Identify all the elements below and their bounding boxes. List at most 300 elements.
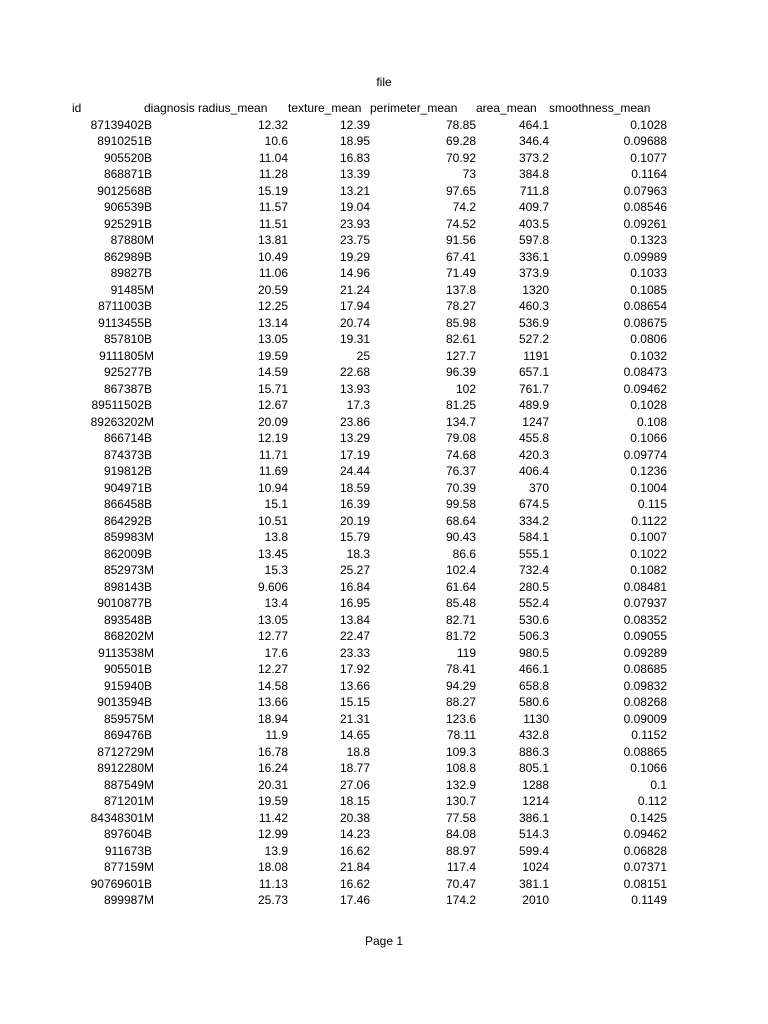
cell-perimeter-mean: 117.4 — [446, 860, 476, 874]
cell-perimeter-mean: 96.39 — [445, 365, 476, 379]
cell-perimeter-mean: 137.8 — [445, 282, 476, 297]
cell-id: 89511502 — [91, 398, 144, 412]
cell-smoothness-mean: 0.1152 — [631, 728, 667, 742]
cell-smoothness-mean: 0.1085 — [630, 282, 667, 297]
cell-area-mean: 381.1 — [518, 876, 549, 891]
cell-texture-mean: 16.62 — [339, 843, 370, 858]
cell-radius-mean: 11.13 — [258, 876, 288, 891]
cell-id: 866458 — [103, 497, 144, 511]
cell-smoothness-mean: 0.1082 — [630, 563, 667, 577]
cell-smoothness-mean: 0.09688 — [623, 134, 667, 148]
cell-smoothness-mean: 0.1149 — [631, 893, 667, 907]
cell-smoothness-mean: 0.1425 — [630, 810, 667, 825]
cell-area-mean: 506.3 — [518, 629, 549, 643]
page-header-title: file — [376, 75, 392, 89]
cell-diagnosis: M — [144, 711, 154, 726]
cell-perimeter-mean: 132.9 — [445, 777, 476, 792]
cell-diagnosis: B — [144, 249, 153, 264]
cell-smoothness-mean: 0.0806 — [630, 332, 667, 346]
cell-diagnosis: B — [144, 216, 153, 231]
cell-smoothness-mean: 0.108 — [636, 414, 667, 429]
table-row — [72, 381, 667, 398]
cell-smoothness-mean: 0.1007 — [630, 530, 667, 544]
cell-area-mean: 384.8 — [518, 167, 549, 181]
cell-diagnosis: B — [144, 266, 153, 280]
cell-radius-mean: 25.73 — [257, 893, 288, 907]
cell-radius-mean: 16.78 — [257, 744, 288, 759]
cell-radius-mean: 11.71 — [258, 447, 288, 462]
cell-smoothness-mean: 0.09261 — [623, 216, 667, 231]
cell-radius-mean: 20.09 — [257, 414, 288, 429]
cell-area-mean: 536.9 — [518, 315, 549, 330]
cell-smoothness-mean: 0.08481 — [623, 579, 667, 594]
table-row — [72, 480, 667, 497]
cell-id: 91485 — [110, 282, 144, 297]
cell-perimeter-mean: 74.2 — [452, 200, 476, 214]
cell-perimeter-mean: 84.08 — [445, 827, 476, 841]
cell-perimeter-mean: 67.41 — [445, 249, 476, 264]
cell-smoothness-mean: 0.06828 — [623, 843, 667, 858]
cell-area-mean: 1320 — [522, 282, 549, 297]
cell-radius-mean: 11.51 — [258, 216, 288, 231]
table-row — [72, 678, 667, 695]
cell-diagnosis: B — [144, 332, 153, 346]
cell-diagnosis: B — [144, 464, 153, 478]
cell-diagnosis: B — [144, 431, 153, 445]
cell-texture-mean: 21.31 — [339, 711, 370, 726]
cell-smoothness-mean: 0.1066 — [630, 761, 667, 775]
table-row — [72, 133, 667, 150]
cell-diagnosis: B — [144, 150, 153, 165]
cell-area-mean: 1288 — [522, 777, 549, 792]
column-header-diagnosis: diagnosis — [144, 101, 195, 115]
cell-texture-mean: 20.38 — [339, 810, 370, 825]
cell-id: 8910251 — [97, 134, 144, 148]
cell-texture-mean: 19.31 — [339, 332, 370, 346]
cell-area-mean: 555.1 — [518, 546, 549, 561]
cell-area-mean: 530.6 — [518, 612, 549, 627]
cell-diagnosis: M — [144, 282, 154, 297]
cell-area-mean: 334.2 — [518, 513, 549, 528]
cell-smoothness-mean: 0.1028 — [630, 117, 667, 132]
table-row — [72, 529, 667, 546]
table-row — [72, 265, 667, 282]
cell-radius-mean: 11.04 — [258, 150, 288, 165]
cell-smoothness-mean: 0.09832 — [623, 678, 667, 693]
table-row — [72, 876, 667, 893]
table-row — [72, 166, 667, 183]
cell-perimeter-mean: 71.49 — [445, 266, 476, 280]
cell-perimeter-mean: 70.92 — [445, 150, 476, 165]
cell-area-mean: 1214 — [522, 794, 549, 808]
column-header-id: id — [72, 101, 82, 115]
cell-radius-mean: 13.14 — [257, 315, 288, 330]
cell-diagnosis: B — [144, 662, 153, 676]
cell-area-mean: 732.4 — [518, 563, 549, 577]
cell-radius-mean: 16.24 — [257, 761, 288, 775]
cell-id: 90769601 — [90, 876, 144, 891]
column-header-smoothness-mean: smoothness_mean — [549, 101, 651, 115]
table-row — [72, 414, 667, 431]
cell-id: 904971 — [103, 480, 144, 495]
cell-diagnosis: M — [144, 860, 154, 874]
cell-id: 925291 — [103, 216, 144, 231]
cell-id: 9113538 — [98, 645, 144, 660]
cell-texture-mean: 19.04 — [339, 200, 370, 214]
cell-id: 869476 — [103, 728, 144, 742]
cell-radius-mean: 13.9 — [264, 843, 288, 858]
cell-smoothness-mean: 0.115 — [637, 497, 667, 511]
cell-smoothness-mean: 0.1022 — [630, 546, 667, 561]
table-row — [72, 463, 667, 480]
cell-id: 898143 — [103, 579, 144, 594]
cell-id: 925277 — [103, 365, 144, 379]
table-row — [72, 562, 667, 579]
table-row — [72, 645, 667, 662]
cell-id: 906539 — [103, 200, 144, 214]
cell-smoothness-mean: 0.08268 — [623, 695, 667, 709]
cell-texture-mean: 16.62 — [339, 876, 370, 891]
cell-radius-mean: 11.9 — [265, 728, 288, 742]
cell-perimeter-mean: 77.58 — [445, 810, 476, 825]
cell-area-mean: 373.2 — [518, 150, 549, 165]
cell-area-mean: 464.1 — [518, 117, 549, 132]
cell-area-mean: 886.3 — [518, 744, 549, 759]
cell-texture-mean: 13.84 — [339, 612, 370, 627]
cell-area-mean: 552.4 — [518, 596, 549, 610]
cell-radius-mean: 11.06 — [258, 266, 288, 280]
cell-radius-mean: 12.19 — [257, 431, 288, 445]
cell-perimeter-mean: 73 — [462, 167, 476, 181]
cell-perimeter-mean: 174.2 — [445, 893, 476, 907]
cell-perimeter-mean: 78.41 — [445, 662, 476, 676]
cell-texture-mean: 23.86 — [339, 414, 370, 429]
cell-radius-mean: 20.31 — [257, 777, 288, 792]
cell-radius-mean: 11.42 — [258, 810, 288, 825]
cell-perimeter-mean: 119 — [456, 645, 476, 660]
cell-diagnosis: B — [144, 117, 153, 132]
table-row — [72, 826, 667, 843]
cell-perimeter-mean: 97.65 — [445, 183, 476, 198]
cell-id: 868202 — [103, 629, 144, 643]
cell-diagnosis: M — [144, 414, 154, 429]
cell-id: 867387 — [103, 381, 144, 396]
cell-smoothness-mean: 0.1323 — [630, 233, 667, 247]
cell-perimeter-mean: 91.56 — [445, 233, 476, 247]
cell-smoothness-mean: 0.08473 — [623, 365, 667, 379]
cell-smoothness-mean: 0.1164 — [631, 167, 667, 181]
cell-diagnosis: B — [144, 381, 153, 396]
cell-texture-mean: 25 — [356, 348, 370, 363]
cell-diagnosis: M — [144, 893, 154, 907]
cell-smoothness-mean: 0.09462 — [623, 381, 667, 396]
cell-smoothness-mean: 0.07371 — [623, 860, 667, 874]
cell-diagnosis: M — [144, 794, 154, 808]
cell-diagnosis: M — [144, 563, 154, 577]
cell-id: 852973 — [103, 563, 144, 577]
table-row — [72, 760, 667, 777]
cell-texture-mean: 21.84 — [339, 860, 370, 874]
cell-smoothness-mean: 0.09462 — [623, 827, 667, 841]
cell-radius-mean: 19.59 — [257, 348, 288, 363]
cell-area-mean: 466.1 — [518, 662, 549, 676]
cell-id: 887549 — [103, 777, 144, 792]
cell-radius-mean: 12.99 — [257, 827, 288, 841]
cell-radius-mean: 11.69 — [258, 464, 288, 478]
cell-diagnosis: B — [144, 728, 153, 742]
cell-perimeter-mean: 81.72 — [445, 629, 476, 643]
cell-smoothness-mean: 0.1028 — [630, 398, 667, 412]
cell-radius-mean: 12.27 — [257, 662, 288, 676]
table-row — [72, 892, 667, 909]
cell-texture-mean: 17.3 — [346, 398, 370, 412]
cell-id: 9113455 — [98, 315, 144, 330]
cell-smoothness-mean: 0.07963 — [623, 183, 667, 198]
table-row — [72, 348, 667, 365]
cell-perimeter-mean: 70.39 — [445, 480, 476, 495]
table-row — [72, 810, 667, 827]
cell-id: 859983 — [103, 530, 144, 544]
cell-texture-mean: 20.19 — [339, 513, 370, 528]
column-header-texture-mean: texture_mean — [288, 101, 362, 115]
cell-texture-mean: 21.24 — [339, 282, 370, 297]
cell-diagnosis: M — [144, 645, 154, 660]
cell-perimeter-mean: 86.6 — [452, 546, 476, 561]
cell-diagnosis: B — [144, 513, 153, 528]
cell-diagnosis: M — [144, 744, 154, 759]
cell-id: 9013594 — [97, 695, 144, 709]
table-row — [72, 777, 667, 794]
cell-texture-mean: 13.66 — [339, 678, 370, 693]
column-header-area-mean: area_mean — [476, 101, 537, 115]
table-row — [72, 331, 667, 348]
cell-diagnosis: B — [144, 447, 153, 462]
cell-area-mean: 420.3 — [518, 447, 549, 462]
cell-texture-mean: 16.84 — [339, 579, 370, 594]
cell-diagnosis: B — [144, 299, 153, 313]
cell-radius-mean: 13.66 — [257, 695, 288, 709]
cell-texture-mean: 18.3 — [346, 546, 370, 561]
cell-id: 87139402 — [90, 117, 144, 132]
cell-smoothness-mean: 0.08865 — [623, 744, 667, 759]
table-row — [72, 496, 667, 513]
cell-area-mean: 455.8 — [518, 431, 549, 445]
cell-area-mean: 580.6 — [518, 695, 549, 709]
cell-smoothness-mean: 0.08654 — [623, 299, 667, 313]
cell-radius-mean: 10.94 — [257, 480, 288, 495]
table-body — [72, 117, 667, 909]
cell-texture-mean: 22.68 — [339, 365, 370, 379]
cell-smoothness-mean: 0.1236 — [630, 464, 667, 478]
cell-radius-mean: 13.05 — [257, 612, 288, 627]
cell-diagnosis: B — [144, 315, 153, 330]
cell-perimeter-mean: 79.08 — [445, 431, 476, 445]
table-row — [72, 232, 667, 249]
cell-smoothness-mean: 0.08151 — [623, 876, 667, 891]
cell-texture-mean: 13.21 — [339, 183, 370, 198]
cell-id: 905520 — [103, 150, 144, 165]
cell-radius-mean: 11.28 — [258, 167, 288, 181]
cell-radius-mean: 9.606 — [257, 579, 288, 594]
cell-texture-mean: 16.95 — [339, 596, 370, 610]
table-row — [72, 612, 667, 629]
table-row — [72, 216, 667, 233]
table-row — [72, 315, 667, 332]
cell-smoothness-mean: 0.1032 — [630, 348, 667, 363]
cell-perimeter-mean: 108.8 — [445, 761, 476, 775]
cell-perimeter-mean: 78.85 — [445, 117, 476, 132]
cell-diagnosis: B — [144, 398, 153, 412]
cell-area-mean: 527.2 — [518, 332, 549, 346]
cell-perimeter-mean: 74.52 — [445, 216, 476, 231]
cell-diagnosis: B — [144, 612, 153, 627]
cell-perimeter-mean: 102 — [455, 381, 476, 396]
table-row — [72, 793, 667, 810]
cell-diagnosis: M — [144, 810, 154, 825]
cell-texture-mean: 13.93 — [339, 381, 370, 396]
cell-diagnosis: M — [144, 629, 154, 643]
cell-perimeter-mean: 61.64 — [445, 579, 476, 594]
cell-area-mean: 489.9 — [518, 398, 549, 412]
cell-perimeter-mean: 70.47 — [445, 876, 476, 891]
table-row — [72, 199, 667, 216]
cell-radius-mean: 10.49 — [257, 249, 288, 264]
cell-area-mean: 711.8 — [519, 183, 549, 198]
cell-area-mean: 1130 — [523, 711, 549, 726]
cell-perimeter-mean: 82.61 — [445, 332, 476, 346]
cell-id: 866714 — [103, 431, 144, 445]
cell-id: 8712729 — [97, 744, 144, 759]
cell-id: 9010877 — [97, 596, 144, 610]
cell-texture-mean: 13.29 — [339, 431, 370, 445]
cell-radius-mean: 15.19 — [257, 183, 288, 198]
cell-texture-mean: 23.75 — [339, 233, 370, 247]
cell-id: 868871 — [103, 167, 144, 181]
cell-perimeter-mean: 69.28 — [445, 134, 476, 148]
cell-texture-mean: 23.93 — [339, 216, 370, 231]
cell-perimeter-mean: 102.4 — [445, 563, 476, 577]
cell-area-mean: 597.8 — [518, 233, 549, 247]
cell-texture-mean: 24.44 — [339, 464, 370, 478]
cell-id: 862009 — [103, 546, 144, 561]
cell-perimeter-mean: 74.68 — [445, 447, 476, 462]
cell-radius-mean: 18.08 — [257, 860, 288, 874]
cell-id: 899987 — [103, 893, 144, 907]
cell-smoothness-mean: 0.1 — [650, 777, 667, 792]
cell-radius-mean: 13.05 — [257, 332, 288, 346]
cell-smoothness-mean: 0.09009 — [623, 711, 667, 726]
table-header — [72, 100, 667, 117]
table-row — [72, 579, 667, 596]
cell-perimeter-mean: 88.27 — [445, 695, 476, 709]
cell-texture-mean: 17.94 — [339, 299, 370, 313]
cell-id: 9111805 — [99, 348, 144, 363]
cell-texture-mean: 27.06 — [339, 777, 370, 792]
cell-perimeter-mean: 76.37 — [445, 464, 476, 478]
table-row — [72, 364, 667, 381]
cell-id: 89263202 — [90, 414, 144, 429]
cell-diagnosis: B — [144, 480, 153, 495]
table-row — [72, 859, 667, 876]
cell-perimeter-mean: 78.27 — [445, 299, 476, 313]
cell-area-mean: 657.1 — [518, 365, 549, 379]
table-row — [72, 397, 667, 414]
cell-texture-mean: 23.33 — [339, 645, 370, 660]
cell-radius-mean: 12.32 — [257, 117, 288, 132]
cell-id: 897604 — [103, 827, 144, 841]
cell-texture-mean: 18.59 — [339, 480, 370, 495]
column-header-perimeter-mean: perimeter_mean — [370, 101, 458, 115]
cell-diagnosis: B — [144, 183, 153, 198]
cell-diagnosis: B — [144, 200, 153, 214]
cell-texture-mean: 16.39 — [339, 497, 370, 511]
cell-diagnosis: B — [144, 134, 153, 148]
cell-perimeter-mean: 88.97 — [445, 843, 476, 858]
cell-texture-mean: 17.46 — [339, 893, 370, 907]
table-row — [72, 183, 667, 200]
table-row — [72, 117, 667, 134]
cell-perimeter-mean: 90.43 — [445, 530, 476, 544]
cell-id: 8711003 — [98, 299, 144, 313]
cell-texture-mean: 15.79 — [339, 530, 370, 544]
cell-texture-mean: 19.29 — [339, 249, 370, 264]
cell-diagnosis: M — [144, 777, 154, 792]
cell-radius-mean: 18.94 — [257, 711, 288, 726]
cell-id: 862989 — [103, 249, 144, 264]
cell-id: 84348301 — [90, 810, 144, 825]
cell-texture-mean: 17.92 — [339, 662, 370, 676]
table-row — [72, 249, 667, 266]
cell-smoothness-mean: 0.08675 — [623, 315, 667, 330]
cell-radius-mean: 10.6 — [264, 134, 288, 148]
cell-radius-mean: 12.25 — [257, 299, 288, 313]
table-row — [72, 727, 667, 744]
cell-area-mean: 599.4 — [518, 843, 549, 858]
cell-id: 857810 — [103, 332, 144, 346]
cell-texture-mean: 18.95 — [339, 134, 370, 148]
cell-radius-mean: 12.67 — [257, 398, 288, 412]
cell-area-mean: 406.4 — [518, 464, 549, 478]
cell-smoothness-mean: 0.08546 — [623, 200, 667, 214]
cell-smoothness-mean: 0.1122 — [631, 513, 667, 528]
cell-perimeter-mean: 99.58 — [445, 497, 476, 511]
cell-smoothness-mean: 0.1066 — [630, 431, 667, 445]
cell-area-mean: 373.9 — [518, 266, 549, 280]
cell-id: 915940 — [103, 678, 144, 693]
cell-area-mean: 403.5 — [518, 216, 549, 231]
cell-area-mean: 1024 — [522, 860, 549, 874]
cell-radius-mean: 11.57 — [258, 200, 288, 214]
cell-texture-mean: 12.39 — [339, 117, 370, 132]
cell-diagnosis: B — [144, 678, 153, 693]
cell-area-mean: 1191 — [523, 348, 549, 363]
cell-perimeter-mean: 85.98 — [445, 315, 476, 330]
cell-id: 874373 — [103, 447, 144, 462]
cell-area-mean: 346.4 — [518, 134, 549, 148]
cell-id: 871201 — [103, 794, 144, 808]
cell-id: 864292 — [103, 513, 144, 528]
cell-id: 919812 — [103, 464, 144, 478]
cell-radius-mean: 15.71 — [257, 381, 288, 396]
cell-smoothness-mean: 0.1077 — [630, 150, 667, 165]
cell-radius-mean: 12.77 — [257, 629, 288, 643]
cell-texture-mean: 14.96 — [339, 266, 370, 280]
table-row — [72, 150, 667, 167]
cell-diagnosis: B — [144, 546, 153, 561]
cell-texture-mean: 18.8 — [346, 744, 370, 759]
cell-id: 859575 — [103, 711, 144, 726]
cell-diagnosis: B — [144, 167, 153, 181]
